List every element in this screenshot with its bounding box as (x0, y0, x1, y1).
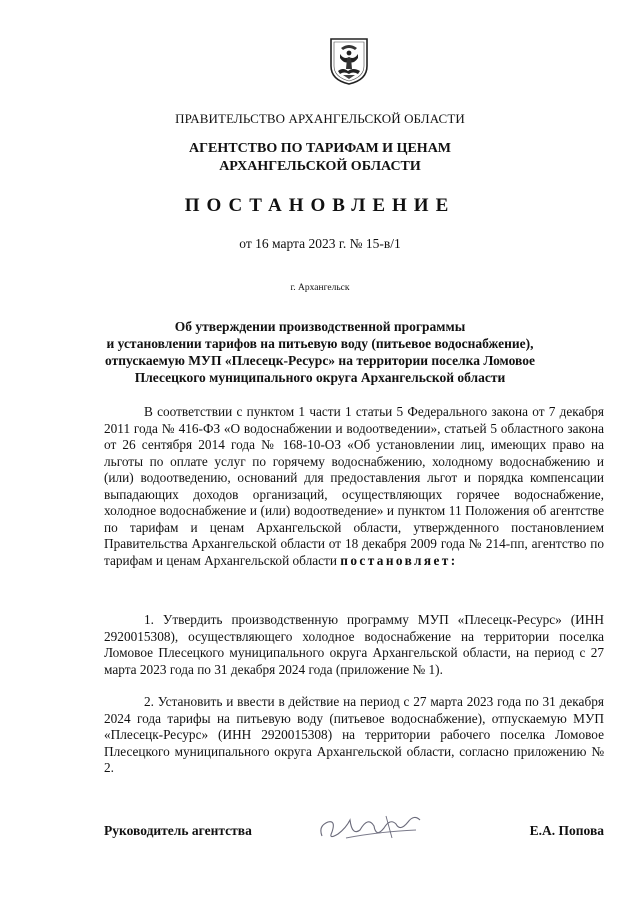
resolves-keyword: постановляет: (340, 552, 458, 568)
government-name: ПРАВИТЕЛЬСТВО АРХАНГЕЛЬСКОЙ ОБЛАСТИ (175, 111, 465, 126)
subject-line: Об утверждении производственной программы (174, 319, 466, 334)
subject-line: Плесецкого муниципального округа Архангельской области (134, 370, 506, 385)
signature-block (104, 820, 604, 850)
clause-2-paragraph: 2. Установить и ввести в действие на период с 27 марта 2023 года по 31 декабря 2024 года тарифы на питьевую воду (питьевое водоснабжение), отпускаемую МУП «Плесецк-Ресурс» (ИНН 2920015308) на территории рабочего поселка Ломовое Плесецкого муниципального округа Архангельской области, согласно приложению № 2. (104, 694, 604, 775)
signatory-name: Е.А. Попова (529, 823, 604, 838)
document-city: г. Архангельск (290, 283, 350, 293)
document-subject (0, 318, 640, 386)
preamble-text: В соответствии с пунктом 1 части 1 статьи 5 Федерального закона от 7 декабря 2011 года № 416-ФЗ «О водоснабжении и водоотведении», статьей 5 областного закона от 26 сентября 2014 года № 168-10-ОЗ «Об установлении лиц, имеющих право на льготы по оплате услуг по горячему водоснабжению, холодному водоснабжению и (или) водоотведению, оснований для предоставления льгот и порядка компенсации выпадающих доходов организаций, осуществляющих горячее водоснабжение, холодное водоснабжение и (или) водоотведение» и пунктом 11 Положения об агентстве по тарифам и ценам Архангельской области, утвержденного постановлением Правительства Архангельской области от 18 декабря 2009 года № 214-пп, агентство по тарифам и ценам Архангельской области (104, 404, 604, 568)
document-date-number: от 16 марта 2023 г. № 15-в/1 (239, 236, 401, 251)
subject-line: отпускаемую МУП «Плесецк-Ресурс» на территории поселка Ломовое (105, 353, 535, 368)
agency-name (0, 140, 640, 176)
agency-name-line2: АРХАНГЕЛЬСКОЙ ОБЛАСТИ (219, 159, 421, 174)
preamble-paragraph (104, 404, 604, 569)
document-type-title: ПОСТАНОВЛЕНИЕ (184, 195, 456, 216)
subject-line: и установлении тарифов на питьевую воду (питьевое водоснабжение), (106, 336, 534, 351)
clause-1-paragraph: 1. Утвердить производственную программу МУП «Плесецк-Ресурс» (ИНН 2920015308), осуществляющего холодное водоснабжение на территории поселка Ломовое Плесецкого муниципального округа Архангельской области, на период с 27 марта 2023 года по 31 декабря 2024 года (приложение № 1). (104, 612, 604, 677)
signatory-title: Руководитель агентства (104, 823, 252, 838)
coat-of-arms-emblem (328, 36, 370, 86)
agency-name-line1: АГЕНТСТВО ПО ТАРИФАМ И ЦЕНАМ (188, 141, 452, 156)
handwritten-signature (316, 808, 436, 848)
